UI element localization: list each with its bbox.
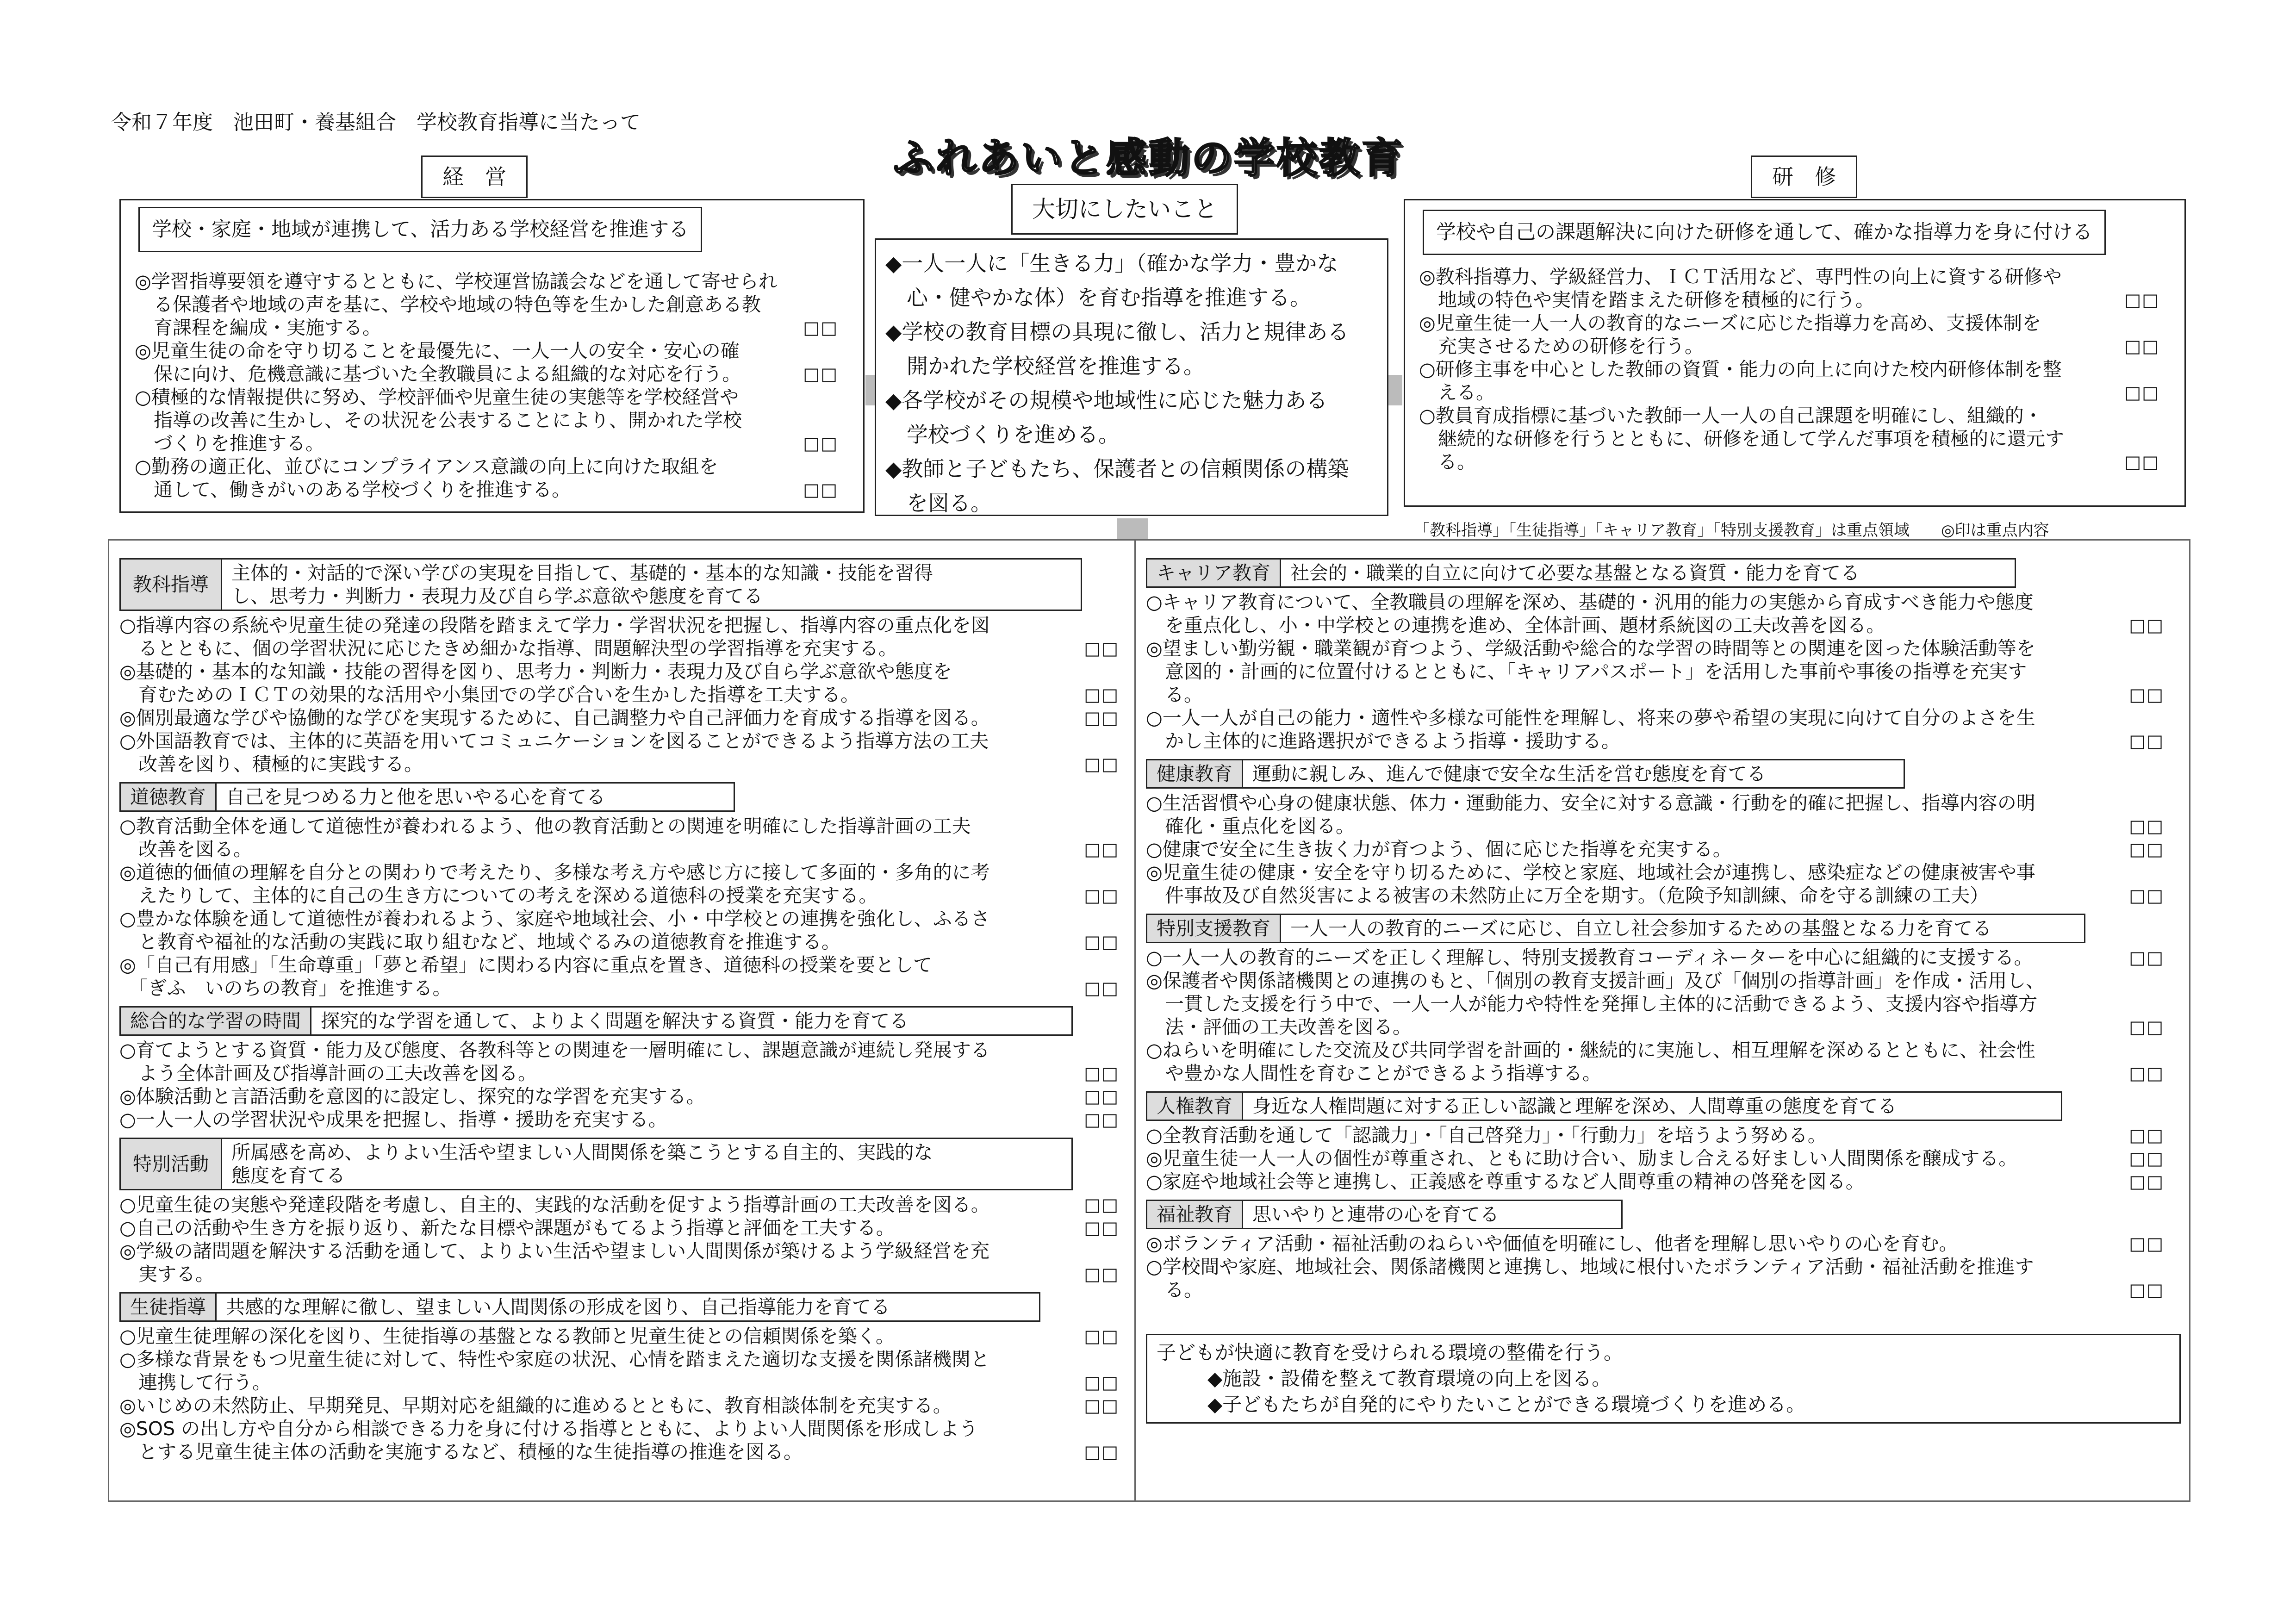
section-header [119, 1138, 1073, 1190]
section-name: 特別支援教育 [1147, 915, 1281, 942]
checkbox-pair[interactable]: □□ [1084, 978, 1119, 998]
list-item [1146, 1039, 2173, 1085]
section-goal: 主体的・対話的で深い学びの実現を目指して、基礎的・基本的な知識・技能を習得 し、思考力・判断力・表現力及び自ら学ぶ意欲や態度を育てる [231, 562, 933, 607]
list-item [1146, 706, 2173, 753]
kenshu-item [1419, 358, 2169, 404]
checkbox-pair[interactable]: □□ [2124, 452, 2159, 472]
checkbox-pair[interactable]: □□ [1084, 708, 1119, 728]
list-item [119, 861, 1128, 907]
section-goal: 共感的な理解に徹し、望ましい人間関係の形成を図り、自己指導能力を育てる [226, 1296, 890, 1318]
item-text: ○豊かな体験を通して道徳性が養われるよう、家庭や地域社会、小・中学校との連携を強化し、ふるさ と教育や福祉的な活動の実践に取り組むなど、地域ぐるみの道徳教育を推進する。 [119, 908, 990, 953]
item-text: ◎保護者や関係諸機関との連携のもと、「個別の教育支援計画」及び「個別の指導計画」を作成・活用し、 一貫した支援を行う中で、一人一人が能力や特性を発揮し主体的に活動できるよう、支援内容や指導方 法・評価の工夫改善を図る。 [1146, 970, 2045, 1038]
checkbox-pair[interactable]: □□ [1084, 932, 1119, 952]
kenshu-lead: 学校や自己の課題解決に向けた研修を通して、確かな指導力を身に付ける [1423, 210, 2106, 255]
section-fukushi [1146, 1200, 2173, 1301]
list-item [119, 1325, 1128, 1348]
item-text: ○指導内容の系統や児童生徒の発達の段階を踏まえて学力・学習状況を把握し、指導内容の重点化を図 るとともに、個の学習状況に応じたきめ細かな指導、問題解決型の学習指導を充実する。 [119, 614, 990, 660]
item-text: ◎児童生徒の健康・安全を守り切るために、学校と家庭、地域社会が連携し、感染症などの健康被害や事 件事故及び自然災害による被害の未然防止に万全を期す。（危険予知訓練、命を守る訓練の工夫） [1146, 861, 2035, 907]
checkbox-pair[interactable]: □□ [2129, 816, 2164, 836]
list-item [119, 1216, 1128, 1239]
checkbox-pair[interactable]: □□ [1084, 1063, 1119, 1083]
checkbox-pair[interactable]: □□ [2129, 684, 2164, 705]
section-goal: 一人一人の教育的ニーズに応じ、自立し社会参加するための基盤となる力を育てる [1290, 917, 1991, 940]
checkbox-pair[interactable]: □□ [1084, 1195, 1119, 1215]
list-item [1146, 1232, 2173, 1255]
item-text: ◎道徳的価値の理解を自分との関わりで考えたり、多様な考え方や感じ方に接して多面的・多角的に考 えたりして、主体的に自己の生き方についての考えを深める道徳科の授業を充実する。 [119, 861, 990, 907]
section-header [1146, 558, 2016, 588]
item-text: ○一人一人の教育的ニーズを正しく理解し、特別支援教育コーディネーターを中心に組織的に支援する。 [1146, 946, 2033, 969]
kenshu-item [1419, 311, 2169, 358]
section-jinken [1146, 1091, 2173, 1193]
center-item: ◆一人一人に「生きる力」（確かな学力・豊かな 心・健やかな体）を育む指導を推進する。 [885, 251, 1338, 310]
keiei-item [135, 386, 847, 455]
section-header [1146, 1200, 1623, 1229]
checkbox-pair[interactable]: □□ [2129, 1063, 2164, 1083]
section-seito-shido [119, 1292, 1128, 1463]
section-name: 人権教育 [1147, 1093, 1243, 1120]
section-name: 福祉教育 [1147, 1201, 1243, 1228]
checkbox-pair[interactable]: □□ [1084, 1218, 1119, 1238]
checkbox-pair[interactable]: □□ [803, 433, 838, 454]
keiei-item-text: ◎学習指導要領を遵守するとともに、学校運営協議会などを通して寄せられ る保護者や地域の声を基に、学校や地域の特色等を生かした創意ある教 育課程を編成・実施する。 [135, 270, 778, 339]
section-dotoku [119, 782, 1128, 1000]
section-header [119, 558, 1082, 611]
list-item [1146, 969, 2173, 1039]
checkbox-pair[interactable]: □□ [2124, 382, 2159, 403]
item-text: ○生活習慣や心身の健康状態、体力・運動能力、安全に対する意識・行動を的確に把握し、指導内容の明 確化・重点化を図る。 [1146, 792, 2035, 837]
checkbox-pair[interactable]: □□ [803, 479, 838, 500]
checkbox-pair[interactable]: □□ [2129, 1171, 2164, 1192]
section-goal: 自己を見つめる力と他を思いやる心を育てる [226, 786, 605, 808]
checkbox-pair[interactable]: □□ [1084, 1395, 1119, 1416]
checkbox-pair[interactable]: □□ [1084, 885, 1119, 906]
center-item: ◆各学校がその規模や地域性に応じた魅力ある 学校づくりを進める。 [885, 388, 1328, 447]
section-name: 健康教育 [1147, 760, 1243, 787]
item-text: ○全教育活動を通して「認識力」・「自己啓発力」・「行動力」を培うよう努める。 [1146, 1124, 1827, 1146]
section-goal: 所属感を高め、よりよい生活や望ましい人間関係を築こうとする自主的、実践的な 態度を育てる [231, 1141, 933, 1187]
page-title: ふれあいと感動の学校教育 [893, 134, 1405, 182]
list-item [119, 907, 1128, 953]
checkbox-pair[interactable]: □□ [2129, 615, 2164, 635]
list-item [1146, 946, 2173, 969]
checkbox-pair[interactable]: □□ [1084, 638, 1119, 659]
item-text: ◎個別最適な学びや協働的な学びを実現するために、自己調整力や自己評価力を育成する指導を図る。 [119, 707, 990, 729]
center-panel [875, 238, 1388, 516]
list-item [119, 1039, 1128, 1085]
item-text: ○児童生徒の実態や発達段階を考慮し、自主的、実践的な活動を促すよう指導計画の工夫改善を図る。 [119, 1194, 990, 1216]
section-name: 生徒指導 [121, 1294, 217, 1320]
checkbox-pair[interactable]: □□ [2129, 731, 2164, 751]
list-item [1146, 1170, 2173, 1193]
list-item [119, 614, 1128, 660]
section-name: 総合的な学習の時間 [121, 1008, 311, 1034]
item-text: ○家庭や地域社会等と連携し、正義感を尊重するなど人間尊重の精神の啓発を図る。 [1146, 1170, 1865, 1193]
center-tag: 大切にしたいこと [1011, 184, 1238, 235]
kenshu-item-text: ◎児童生徒一人一人の教育的なニーズに応じた指導力を高め、支援体制を 充実させるための研修を行う。 [1419, 312, 2041, 357]
checkbox-pair[interactable]: □□ [2129, 839, 2164, 859]
checkbox-pair[interactable]: □□ [2129, 1017, 2164, 1037]
list-item [119, 815, 1128, 861]
center-item: ◆教師と子どもたち、保護者との信頼関係の構築 を図る。 [885, 456, 1349, 516]
item-text: ○自己の活動や生き方を振り返り、新たな目標や課題がもてるよう指導と評価を工夫する。 [119, 1217, 895, 1239]
keiei-item [135, 270, 847, 339]
kenshu-tag: 研 修 [1751, 156, 1857, 198]
checkbox-pair[interactable]: □□ [2124, 336, 2159, 356]
checkbox-pair[interactable]: □□ [2129, 1148, 2164, 1169]
list-item [1146, 591, 2173, 637]
list-item [119, 1193, 1128, 1216]
section-kenko [1146, 759, 2173, 907]
item-text: ○学校間や家庭、地域社会、関係諸機関と連携し、地域に根付いたボランティア活動・福祉活動を推進す る。 [1146, 1256, 2034, 1301]
legend-note: 「教科指導」「生徒指導」「キャリア教育」「特別支援教育」は重点領域 ◎印は重点内容 [1414, 521, 2049, 540]
item-text: ○キャリア教育について、全教職員の理解を深め、基礎的・汎用的能力の実態から育成すべき能力や態度 を重点化し、小・中学校との連携を進め、全体計画、題材系統図の工夫改善を図る。 [1146, 591, 2034, 636]
checkbox-pair[interactable]: □□ [1084, 684, 1119, 705]
main-board [108, 539, 2190, 1502]
section-name: 道徳教育 [121, 784, 217, 810]
checkbox-pair[interactable]: □□ [2129, 947, 2164, 968]
section-header [1146, 759, 1905, 789]
environment-item: ◆子どもたちが自発的にやりたいことができる環境づくりを進める。 [1207, 1393, 1806, 1416]
checkbox-pair[interactable]: □□ [2129, 885, 2164, 906]
checkbox-pair[interactable]: □□ [1084, 754, 1119, 774]
item-text: ◎望ましい勤労観・職業観が育つよう、学級活動や総合的な学習の時間等との関連を図った体験活動等を 意図的・計画的に位置付けるとともに、「キャリアパスポート」を活用した事前や事後の指導を充実す る。 [1146, 637, 2035, 706]
item-text: ○児童生徒理解の深化を図り、生徒指導の基盤となる教師と児童生徒との信頼関係を築く。 [119, 1325, 895, 1347]
checkbox-pair[interactable]: □□ [2129, 1233, 2164, 1254]
section-header [119, 1006, 1073, 1036]
section-header [1146, 914, 2085, 943]
item-text: ○一人一人が自己の能力・適性や多様な可能性を理解し、将来の夢や希望の実現に向けて自分のよさを生 かし主体的に進路選択ができるよう指導・援助する。 [1146, 707, 2035, 752]
checkbox-pair[interactable]: □□ [803, 317, 838, 338]
list-item [119, 660, 1128, 706]
section-name: キャリア教育 [1147, 560, 1281, 586]
section-header [119, 1292, 1040, 1322]
checkbox-pair[interactable]: □□ [1084, 839, 1119, 859]
environment-lead: 子どもが快適に教育を受けられる環境の整備を行う。 [1157, 1341, 1624, 1364]
checkbox-pair[interactable]: □□ [2129, 1280, 2164, 1300]
keiei-item-text: ◎児童生徒の命を守り切ることを最優先に、一人一人の安全・安心の確 保に向け、危機意識に基づいた全教職員による組織的な対応を行う。 [135, 340, 741, 385]
keiei-list [135, 270, 847, 501]
item-text: ◎SOS の出し方や自分から相談できる力を身に付ける指導とともに、よりよい人間関係を形成しよう とする児童生徒主体の活動を実施するなど、積極的な生徒指導の推進を図る。 [119, 1418, 978, 1463]
list-item [1146, 1255, 2173, 1301]
item-text: ◎学級の諸問題を解決する活動を通して、よりよい生活や望ましい人間関係が築けるよう学級経営を充 実する。 [119, 1240, 989, 1285]
list-item [119, 1394, 1128, 1417]
section-goal: 社会的・職業的自立に向けて必要な基盤となる資質・能力を育てる [1290, 562, 1860, 584]
connector-right [1388, 375, 1402, 405]
checkbox-pair[interactable]: □□ [1084, 1109, 1119, 1130]
keiei-tag: 経 営 [421, 156, 528, 198]
list-item [1146, 1147, 2173, 1170]
list-item [119, 1348, 1128, 1394]
section-goal: 運動に親しみ、進んで健康で安全な生活を営む態度を育てる [1252, 763, 1766, 785]
list-item [1146, 1124, 2173, 1147]
item-text: ◎いじめの未然防止、早期発見、早期対応を組織的に進めるとともに、教育相談体制を充実する。 [119, 1394, 952, 1417]
kenshu-panel [1404, 199, 2186, 507]
item-text: ○一人一人の学習状況や成果を把握し、指導・援助を充実する。 [119, 1108, 667, 1131]
section-name: 特別活動 [121, 1139, 222, 1189]
item-text: ○外国語教育では、主体的に英語を用いてコミュニケーションを図ることができるよう指導方法の工夫 改善を図り、積極的に実践する。 [119, 730, 989, 775]
item-text: ○ねらいを明確にした交流及び共同学習を計画的・継続的に実施し、相互理解を深めるとともに、社会性 や豊かな人間性を育むことができるよう指導する。 [1146, 1039, 2035, 1084]
connector-bottom [1117, 518, 1148, 540]
list-item [1146, 791, 2173, 838]
item-text: ○育てようとする資質・能力及び態度、各教科等との関連を一層明確にし、課題意識が連続し発展する よう全体計画及び指導計画の工夫改善を図る。 [119, 1039, 990, 1084]
kenshu-item-text: ○教員育成指標に基づいた教師一人一人の自己課題を明確にし、組織的・ 継続的な研修を行うとともに、研修を通して学んだ事項を積極的に還元す る。 [1419, 404, 2064, 473]
list-item [119, 1085, 1128, 1108]
item-text: ◎ボランティア活動・福祉活動のねらいや価値を明確にし、他者を理解し思いやりの心を育む。 [1146, 1232, 1958, 1255]
checkbox-pair[interactable]: □□ [2129, 1125, 2164, 1145]
item-text: ○多様な背景をもつ児童生徒に対して、特性や家庭の状況、心情を踏まえた適切な支援を関係諸機関と 連携して行う。 [119, 1348, 989, 1394]
keiei-item-text: ○勤務の適正化、並びにコンプライアンス意識の向上に向けた取組を 通して、働きがいのある学校づくりを推進する。 [135, 455, 718, 501]
list-item [1146, 838, 2173, 861]
kenshu-item-text: ◎教科指導力、学級経営力、ＩＣＴ活用など、専門性の向上に資する研修や 地域の特色や実情を踏まえた研修を積極的に行う。 [1419, 266, 2062, 311]
list-item [119, 953, 1128, 1000]
checkbox-pair[interactable]: □□ [1084, 1372, 1119, 1393]
list-item [1146, 637, 2173, 706]
environment-box [1146, 1334, 2181, 1424]
keiei-lead: 学校・家庭・地域が連携して、活力ある学校経営を推進する [138, 207, 702, 252]
list-item [119, 1417, 1128, 1463]
list-item [119, 1239, 1128, 1286]
list-item [119, 1108, 1128, 1131]
kenshu-item [1419, 404, 2169, 473]
item-text: ◎「自己有用感」「生命尊重」「夢と希望」に関わる内容に重点を置き、道徳科の授業を要として 「ぎふ いのちの教育」を推進する。 [119, 954, 933, 999]
item-text: ◎児童生徒一人一人の個性が尊重され、ともに助け合い、励まし合える好ましい人間関係を醸成する。 [1146, 1147, 2018, 1170]
checkbox-pair[interactable]: □□ [1084, 1264, 1119, 1284]
kenshu-item-text: ○研修主事を中心とした教師の資質・能力の向上に向けた校内研修体制を整 える。 [1419, 358, 2062, 404]
left-column [119, 558, 1128, 1463]
section-goal: 思いやりと連帯の心を育てる [1252, 1203, 1499, 1226]
kenshu-item [1419, 265, 2169, 311]
checkbox-pair[interactable]: □□ [2124, 290, 2159, 310]
section-tokubetsu-shien [1146, 914, 2173, 1085]
checkbox-pair[interactable]: □□ [1084, 1442, 1119, 1462]
list-item [119, 729, 1128, 776]
section-header [119, 782, 735, 812]
kenshu-list [1419, 265, 2169, 473]
section-goal: 探究的な学習を通して、よりよく問題を解決する資質・能力を育てる [321, 1010, 909, 1032]
item-text: ○教育活動全体を通して道徳性が養われるよう、他の教育活動との関連を明確にした指導計画の工夫 改善を図る。 [119, 815, 971, 860]
list-item [119, 706, 1128, 729]
list-item [1146, 861, 2173, 907]
keiei-item [135, 455, 847, 501]
right-column [1146, 558, 2173, 1424]
section-kyoka [119, 558, 1128, 776]
item-text: ◎基礎的・基本的な知識・技能の習得を図り、思考力・判断力・表現力及び自ら学ぶ意欲や態度を 育むためのＩＣＴの効果的な活用や小集団での学び合いを生かした指導を工夫する。 [119, 660, 952, 706]
checkbox-pair[interactable]: □□ [1084, 1086, 1119, 1107]
checkbox-pair[interactable]: □□ [803, 364, 838, 384]
section-sogo [119, 1006, 1128, 1131]
keiei-item [135, 339, 847, 386]
column-divider [1134, 541, 1136, 1500]
keiei-item-text: ○積極的な情報提供に努め、学校評価や児童生徒の実態等を学校経営や 指導の改善に生かし、その状況を公表することにより、開かれた学校 づくりを推進する。 [135, 386, 742, 454]
environment-item: ◆施設・設備を整えて教育環境の向上を図る。 [1207, 1367, 1612, 1390]
section-career [1146, 558, 2173, 753]
section-tokubetsu-katsudo [119, 1138, 1128, 1286]
section-header [1146, 1091, 2062, 1121]
keiei-panel [119, 199, 865, 513]
header-text: 令和７年度 池田町・養基組合 学校教育指導に当たって [111, 111, 641, 134]
item-text: ◎体験活動と言語活動を意図的に設定し、探究的な学習を充実する。 [119, 1085, 705, 1108]
checkbox-pair[interactable]: □□ [1084, 1326, 1119, 1346]
section-goal: 身近な人権問題に対する正しい認識と理解を深め、人間尊重の態度を育てる [1252, 1095, 1897, 1117]
item-text: ○健康で安全に生き抜く力が育つよう、個に応じた指導を充実する。 [1146, 838, 1732, 860]
center-item: ◆学校の教育目標の具現に徹し、活力と規律ある 開かれた学校経営を推進する。 [885, 319, 1349, 379]
section-name: 教科指導 [121, 560, 222, 610]
